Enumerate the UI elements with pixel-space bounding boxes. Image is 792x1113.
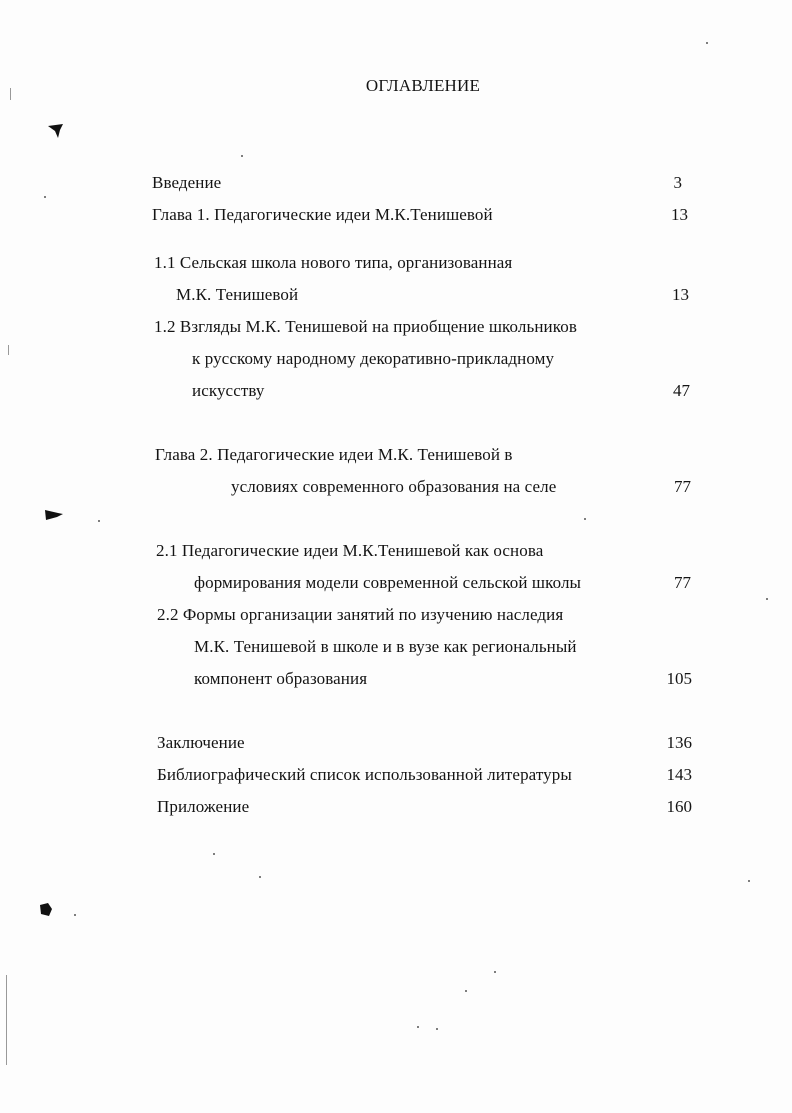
scan-speck <box>748 880 750 882</box>
scan-speck <box>259 876 261 878</box>
page-title: ОГЛАВЛЕНИЕ <box>365 76 481 95</box>
toc-entry-text-continued: М.К. Тенишевой в школе и в вузе как региональный <box>194 637 577 656</box>
hole-punch-mark-top <box>46 122 66 140</box>
toc-entry-text: 2.1 Педагогические идеи М.К.Тенишевой как основа <box>156 541 544 560</box>
scan-speck <box>241 155 243 157</box>
toc-entry-text: Приложение <box>157 797 250 816</box>
toc-entry-page: 3 <box>673 173 682 192</box>
scan-speck <box>465 990 467 992</box>
scan-speck <box>706 42 708 44</box>
toc-entry-text-continued: М.К. Тенишевой <box>176 285 299 304</box>
toc-entry-text: Глава 2. Педагогические идеи М.К. Тенишевой в <box>155 445 513 464</box>
toc-entry-text-continued: искусству <box>192 381 265 400</box>
toc-entry-page: 160 <box>666 797 692 816</box>
scan-speck <box>436 1028 438 1030</box>
toc-entry-text: 2.2 Формы организации занятий по изучению наследия <box>157 605 564 624</box>
toc-entry-text-continued: условиях современного образования на селе <box>231 477 557 496</box>
toc-entry-text-continued: к русскому народному декоративно-прикладному <box>192 349 555 368</box>
scan-edge-mark <box>6 975 7 1065</box>
toc-entry-page: 47 <box>673 381 690 400</box>
toc-entry-page: 136 <box>666 733 692 752</box>
scan-speck <box>584 518 586 520</box>
toc-entry-page: 77 <box>674 573 691 592</box>
hole-punch-mark-bottom <box>38 902 54 918</box>
scan-speck <box>98 520 100 522</box>
scan-speck <box>74 914 76 916</box>
toc-entry-text: Введение <box>152 173 222 192</box>
scan-speck <box>766 598 768 600</box>
scan-speck <box>44 196 46 198</box>
toc-entry-text: 1.1 Сельская школа нового типа, организованная <box>154 253 513 272</box>
toc-entry-text: 1.2 Взгляды М.К. Тенишевой на приобщение школьников <box>154 317 577 336</box>
scan-speck <box>494 971 496 973</box>
toc-entry-page: 13 <box>671 205 688 224</box>
scan-speck <box>417 1026 419 1028</box>
toc-entry-page: 77 <box>674 477 691 496</box>
toc-entry-page: 13 <box>672 285 689 304</box>
toc-entry-text: Библиографический список использованной литературы <box>157 765 572 784</box>
scan-edge-mark <box>8 345 9 355</box>
toc-entry-text: Глава 1. Педагогические идеи М.К.Тенишевой <box>152 205 493 224</box>
hole-punch-mark-middle <box>44 508 66 522</box>
toc-entry-text-continued: компонент образования <box>194 669 368 688</box>
toc-entry-page: 105 <box>666 669 692 688</box>
toc-entry-page: 143 <box>666 765 692 784</box>
toc-entry-text-continued: формирования модели современной сельской школы <box>194 573 582 592</box>
toc-entry-text: Заключение <box>157 733 245 752</box>
scan-speck <box>213 853 215 855</box>
